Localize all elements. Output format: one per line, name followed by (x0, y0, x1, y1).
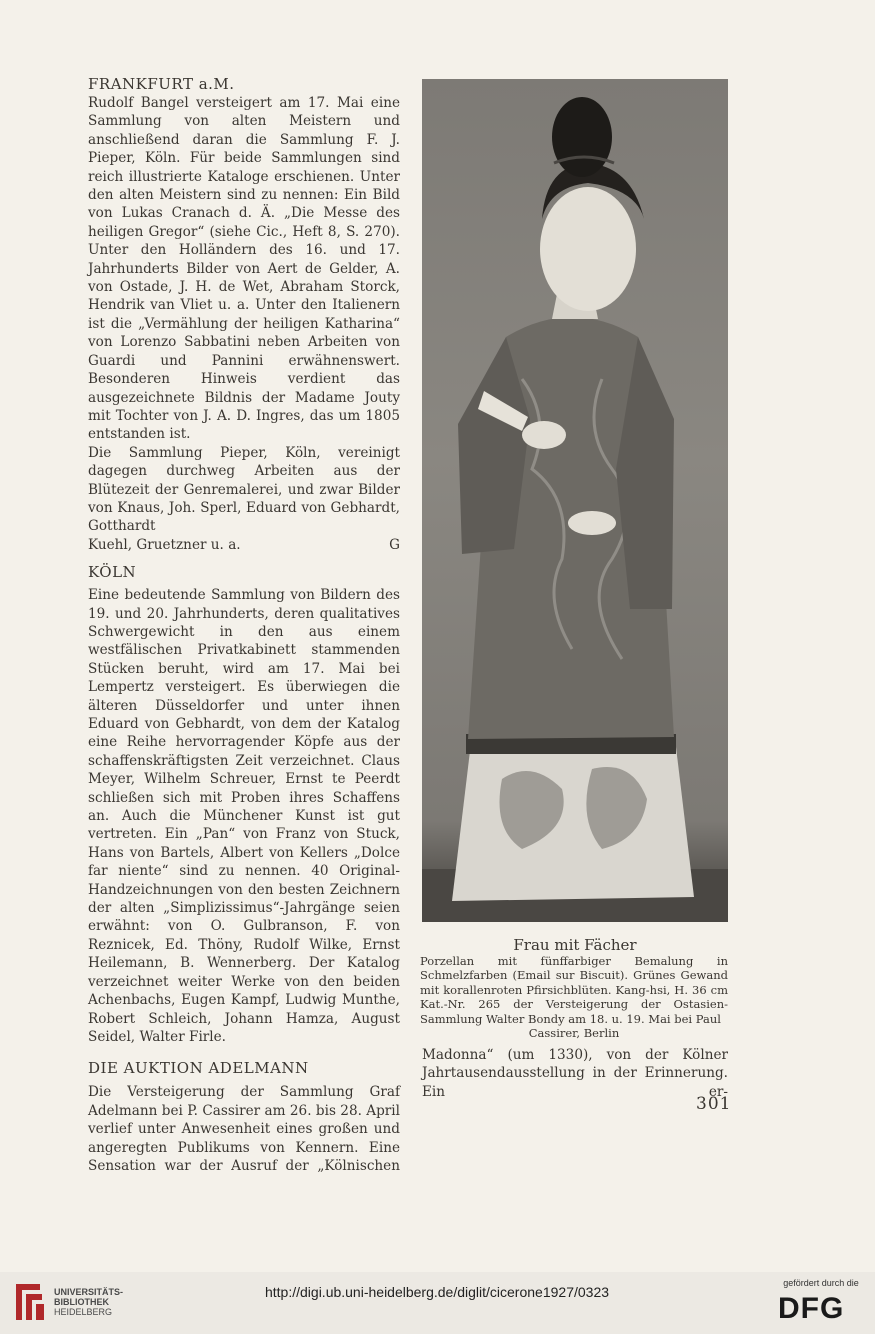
figure-hair-bun (552, 97, 612, 177)
author-initial: G (389, 536, 400, 553)
dfg-logo[interactable]: DFG (778, 1292, 845, 1325)
figure-skirt (452, 747, 694, 901)
section-heading-frankfurt: FRANKFURT a.M. (88, 75, 235, 93)
section-heading-koeln: KÖLN (88, 563, 137, 582)
funded-by-label: gefördert durch die (783, 1278, 859, 1288)
library-line-1: UNIVERSITÄTS- (54, 1287, 124, 1297)
footer-bar (0, 1272, 875, 1334)
library-name[interactable] (54, 1287, 123, 1317)
figure-hand-right (568, 511, 616, 535)
figure-illustration (422, 79, 728, 922)
paragraph-frankfurt-2-end: Kuehl, Gruetzner u. a. (88, 536, 241, 553)
caption-credit: Cassirer, Berlin (528, 1026, 620, 1041)
figure-face (540, 187, 636, 311)
caption-title: Frau mit Fächer (513, 936, 637, 954)
figure-hand-left (522, 421, 566, 449)
section-heading-adelmann: DIE AUKTION ADELMANN (88, 1059, 309, 1078)
paragraph-adelmann: Die Versteigerung der Sammlung Graf Adelmann bei P. Cassirer am 26. bis 28. April verlief unter Anwesenheit eines großen und angeregten Publikums von Kennern. Eine Sensation war der Ausruf der „Kölnischen (88, 1084, 400, 1174)
page-number: 301 (696, 1094, 732, 1114)
signature-line (88, 536, 400, 554)
right-column (422, 1046, 728, 1101)
caption-body (420, 954, 728, 1040)
library-line-2: BIBLIOTHEK (54, 1297, 109, 1307)
paragraph-frankfurt-2: Die Sammlung Pieper, Köln, vereinigt dagegen durchweg Arbeiten aus der Blütezeit der Genremalerei, und zwar Bilder von Knaus, Joh. Sperl, Eduard von Gebhardt, Gotthardt (88, 444, 400, 535)
left-column (88, 74, 400, 1175)
paragraph-continuation: Madonna“ (um 1330), von der Kölner Jahrtausendausstellung in der Erinnerung. Ein er- (422, 1047, 728, 1100)
paragraph-frankfurt-1: Rudolf Bangel versteigert am 17. Mai eine Sammlung von alten Meistern und anschließend daran die Sammlung F. J. Pieper, Köln. Für beide Sammlungen sind reich illustrierte Kataloge erschienen. Unter den alten Meistern sind zu nennen: Ein Bild von Lukas Cranach d. Ä. „Die Messe des heiligen Gregor“ (siehe Cic., Heft 8, S. 270). Unter den Holländern des 16. und 17. Jahrhunderts Bilder von Aert de Gelder, A. von Ostade, J. H. de Wet, Abraham Storck, Hendrik van Vliet u. a. Unter den Italienern ist die „Vermählung der heiligen Katharina“ von Lorenzo Sabbatini neben Arbeiten von Guardi und Pannini erwähnenswert. Besonderen Hinweis verdient das ausgezeichnete Bildnis der Madame Jouty mit Tochter von J. A. D. Ingres, das um 1805 entstanden ist. (88, 95, 400, 443)
ub-heidelberg-logo-icon[interactable] (10, 1280, 48, 1324)
porcelain-figure-photo (422, 79, 728, 922)
library-line-3: HEIDELBERG (54, 1307, 113, 1317)
permalink-url[interactable]: http://digi.ub.uni-heidelberg.de/diglit/cicerone1927/0323 (264, 1284, 610, 1300)
caption-text: Porzellan mit fünffarbiger Bemalung in Schmelzfarben (Email sur Biscuit). Grünes Gewand mit korallenroten Pfirsichblüten. Kang-hsi, H. 36 cm Kat.-Nr. 265 der Versteigerung der Ostasien-Sammlung Walter Bondy am 18. u. 19. Mai bei Paul (420, 954, 728, 1026)
paragraph-koeln: Eine bedeutende Sammlung von Bildern des 19. und 20. Jahrhunderts, deren qualitatives Schwergewicht in den aus einem westfälischen Privatkabinett stammenden Stücken beruht, wird am 17. Mai bei Lempertz versteigert. Es überwiegen die älteren Düsseldorfer und unter ihnen Eduard von Gebhardt, von dem der Katalog eine Reihe hervorragender Köpfe aus der schaffenskräftigsten Zeit verzeichnet. Claus Meyer, Wilhelm Schreuer, Ernst te Peerdt schließen sich mit Proben ihres Schaffens an. Auch die Münchener Kunst ist gut vertreten. Ein „Pan“ von Franz von Stuck, Hans von Bartels, Albert von Kellers „Dolce far niente“ sind zu nennen. 40 Original-Handzeichnungen von den besten Zeichnern der alten „Simplizissimus“-Jahrgänge seien erwähnt: von O. Gulbranson, F. von Reznicek, Ed. Thöny, Rudolf Wilke, Ernst Heilemann, B. Wennerberg. Der Katalog verzeichnet weiter Werke von den beiden Achenbachs, Eugen Kampf, Ludwig Munthe, Robert Schleich, Johann Hamza, August Seidel, Walter Firle. (88, 587, 400, 1045)
